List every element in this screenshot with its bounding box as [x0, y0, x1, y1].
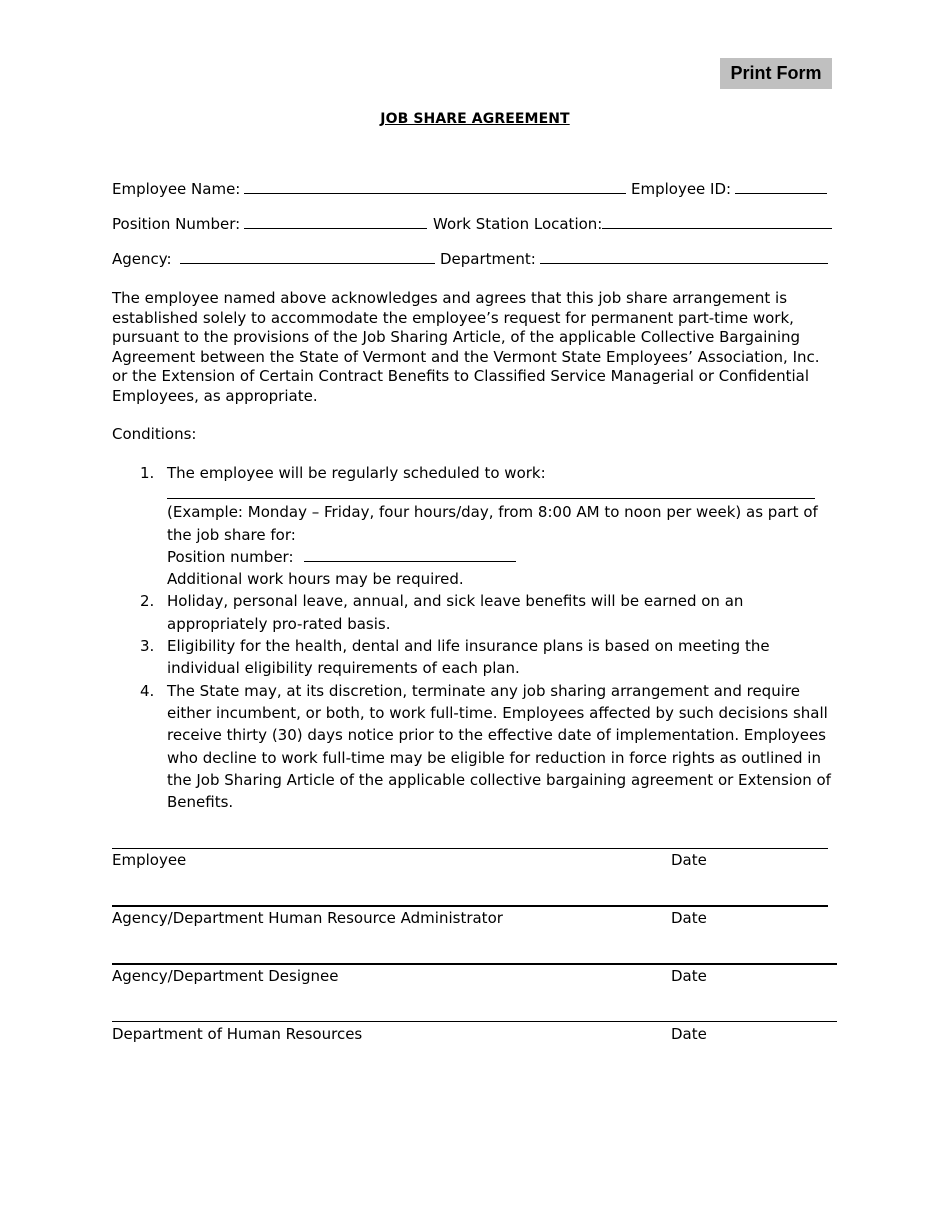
employee-signature-label: Employee [112, 851, 187, 869]
conditions-list [112, 462, 832, 813]
department-label: Department: [440, 250, 536, 268]
condition-text: Eligibility for the health, dental and life insurance plans is based on meeting the individual eligibility requirements of each plan. [167, 637, 770, 678]
conditions-heading: Conditions: [112, 425, 197, 443]
employee-date-label: Date [671, 851, 707, 869]
position-number-line[interactable] [167, 546, 832, 568]
designee-signature-line[interactable] [112, 963, 837, 965]
position-number-field[interactable] [112, 215, 427, 233]
hr-admin-date-label: Date [671, 909, 707, 927]
department-blank[interactable] [540, 250, 828, 264]
designee-date-label: Date [671, 967, 707, 985]
employee-name-blank[interactable] [244, 180, 626, 194]
work-station-label: Work Station Location: [433, 215, 603, 233]
condition-additional: Additional work hours may be required. [167, 570, 464, 589]
work-station-blank[interactable] [602, 215, 832, 229]
employee-signature-line[interactable] [112, 848, 828, 849]
condition-number: 4. [140, 681, 155, 700]
schedule-blank[interactable] [167, 484, 815, 499]
agency-label: Agency: [112, 250, 172, 268]
condition-text: The employee will be regularly scheduled to work: [167, 464, 546, 482]
employee-id-field[interactable] [631, 180, 827, 198]
position-number-blank[interactable] [244, 215, 427, 229]
condition-item-2 [112, 590, 832, 635]
employee-name-field[interactable] [112, 180, 626, 198]
condition-item-3 [112, 635, 832, 680]
condition-item-1 [112, 462, 832, 590]
position-number-sub-blank[interactable] [304, 548, 516, 562]
work-station-field[interactable] [433, 215, 832, 233]
dhr-date-label: Date [671, 1025, 707, 1043]
print-form-button[interactable]: Print Form [720, 58, 832, 89]
condition-example: (Example: Monday – Friday, four hours/day, from 8:00 AM to noon per week) as part of the job share for: [167, 503, 818, 544]
employee-id-label: Employee ID: [631, 180, 732, 198]
condition-number: 3. [140, 637, 155, 656]
intro-paragraph: The employee named above acknowledges and agrees that this job share arrangement is established solely to accommodate the employee’s request for permanent part-time work, pursuant to the provisions of the Job Sharing Article, of the applicable Collective Bargaining Agreement between the State of Vermont and the Vermont State Employees’ Association, Inc. or the Extension of Certain Contract Benefits to Classified Service Managerial or Confidential Employees, as appropriate. [112, 289, 820, 405]
condition-text: The State may, at its discretion, terminate any job sharing arrangement and require either incumbent, or both, to work full-time. Employees affected by such decisions shall receive thirty (30) days notice prior to the effective date of implementation. Employees who decline to work full-time may be eligible for reduction in force rights as outlined in the Job Sharing Article of the applicable collective bargaining agreement or Extension of Benefits. [167, 681, 831, 812]
agency-blank[interactable] [180, 250, 435, 264]
condition-number: 2. [140, 592, 155, 611]
condition-item-4 [112, 680, 832, 814]
agency-field[interactable] [112, 250, 435, 268]
condition-text: Holiday, personal leave, annual, and sick leave benefits will be earned on an appropriately pro-rated basis. [167, 592, 744, 633]
hr-admin-signature-label: Agency/Department Human Resource Administrator [112, 909, 503, 927]
position-number-sub-label: Position number: [167, 547, 294, 566]
condition-number: 1. [140, 464, 155, 482]
employee-id-blank[interactable] [735, 180, 827, 194]
designee-signature-label: Agency/Department Designee [112, 967, 339, 985]
employee-name-label: Employee Name: [112, 180, 241, 198]
dhr-signature-label: Department of Human Resources [112, 1025, 363, 1043]
hr-admin-signature-line[interactable] [112, 905, 828, 907]
position-number-label: Position Number: [112, 215, 241, 233]
department-field[interactable] [440, 250, 828, 268]
form-title: JOB SHARE AGREEMENT [380, 111, 570, 127]
dhr-signature-line[interactable] [112, 1021, 837, 1022]
